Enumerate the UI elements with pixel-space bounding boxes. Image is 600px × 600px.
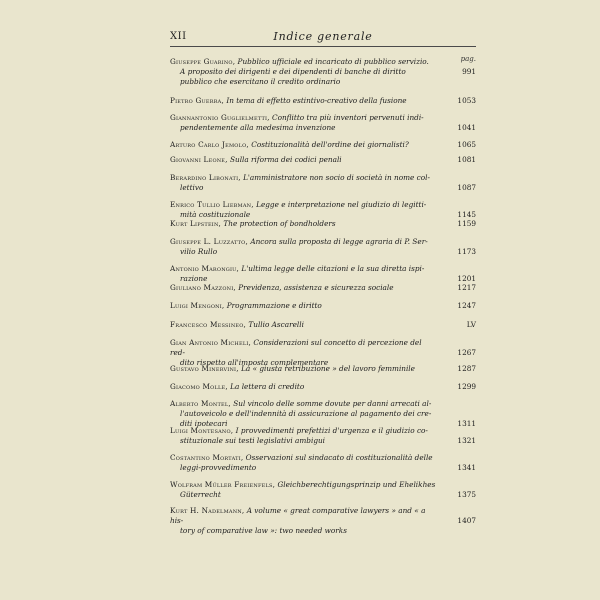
toc-title: Legge e interpretazione nel giudizio di legitti- — [253, 200, 427, 209]
toc-page-number: 1159 — [457, 219, 476, 228]
toc-entry-first-line — [170, 506, 436, 526]
toc-author: Francesco Messineo, — [170, 320, 247, 329]
toc-entry — [170, 426, 476, 446]
toc-title-continuation: Güterrecht — [180, 490, 221, 499]
toc-entry-first-line — [170, 113, 436, 123]
toc-entry-text — [170, 399, 436, 429]
toc-entry — [170, 399, 476, 429]
toc-entry-text — [170, 140, 436, 150]
toc-page-number: 1311 — [457, 419, 476, 428]
toc-page-number: 1341 — [457, 463, 476, 472]
toc-page-number: 1247 — [457, 301, 476, 310]
toc-title: Sul vincolo delle somme dovute per danni arrecati al- — [230, 399, 432, 408]
toc-entry-text — [170, 426, 436, 446]
toc-title: Osservazioni sul sindacato di costituzionalità delle — [243, 453, 433, 462]
toc-entry-first-line — [170, 426, 436, 436]
toc-title: Tullio Ascarelli — [246, 320, 304, 329]
toc-entry-text — [170, 57, 436, 87]
toc-author: Antonio Marongiu, — [170, 264, 240, 273]
toc-author: Gian Antonio Micheli, — [170, 338, 252, 347]
toc-author: Kurt Lipstein, — [170, 219, 222, 228]
toc-page-number: 991 — [462, 67, 476, 76]
toc-title-continuation: stituzionale sui testi legislativi ambigui — [180, 436, 326, 445]
toc-page-number: 1081 — [457, 155, 476, 164]
toc-entry-first-line — [170, 200, 436, 210]
toc-author: Gustavo Minervini, — [170, 364, 239, 373]
toc-title-continuation: mità costituzionale — [180, 210, 251, 219]
toc-title: La « giusta retribuzione » del lavoro femminile — [238, 364, 415, 373]
toc-author: Alberto Montel, — [170, 399, 231, 408]
toc-title-continuation: lettivo — [180, 183, 204, 192]
toc-author: Berardino Libonati, — [170, 173, 241, 182]
toc-entry — [170, 96, 476, 106]
toc-title: A volume « great comparative lawyers » and « a his- — [170, 506, 426, 525]
page-column-label: pag. — [460, 55, 476, 63]
toc-author: Giovanni Leone, — [170, 155, 228, 164]
toc-title: I provvedimenti prefettizi d'urgenza e il giudizio co- — [233, 426, 428, 435]
toc-entry — [170, 57, 476, 87]
toc-page-number: 1217 — [457, 283, 476, 292]
toc-page-number: LV — [466, 320, 476, 329]
toc-page-number: 1407 — [457, 516, 476, 525]
toc-title: Conflitto tra più inventori pervenuti indi- — [269, 113, 424, 122]
toc-entry — [170, 320, 476, 330]
toc-title: Gleichberechtigungsprinzip und Ehelikhes — [275, 480, 436, 489]
toc-entry-first-line — [170, 364, 436, 374]
running-title: Indice generale — [273, 30, 373, 43]
toc-entry — [170, 301, 476, 311]
toc-page-number: 1287 — [457, 364, 476, 373]
toc-entry-text — [170, 453, 436, 473]
toc-entry — [170, 382, 476, 392]
toc-title-continuation: A proposito dei dirigenti e dei dipendenti di banche di diritto pubblico che esercitano il credito ordinario — [180, 67, 406, 86]
toc-entry — [170, 364, 476, 374]
toc-title: Ancora sulla proposta di legge agraria di P. Ser- — [248, 237, 428, 246]
toc-page-number: 1173 — [457, 247, 476, 256]
toc-entry-text — [170, 155, 436, 165]
toc-title: Considerazioni sul concetto di percezione del red- — [170, 338, 422, 357]
toc-author: Giuliano Mazzoni, — [170, 283, 236, 292]
toc-entry — [170, 155, 476, 165]
toc-entry-text — [170, 113, 436, 133]
toc-entry — [170, 140, 476, 150]
toc-title-continuation: dito rispetto all'imposta complementare — [180, 358, 329, 367]
toc-title: L'ultima legge delle citazioni e la sua diretta ispi- — [239, 264, 425, 273]
toc-entry — [170, 506, 476, 536]
toc-author: Giuseppe L. Luzzatto, — [170, 237, 249, 246]
toc-entry-text — [170, 200, 436, 220]
toc-entry-first-line — [170, 237, 436, 247]
toc-author: Giuseppe Guarino, — [170, 57, 236, 66]
toc-entry-first-line — [170, 57, 436, 67]
toc-page-number: 1087 — [457, 183, 476, 192]
toc-title-continuation: razione — [180, 274, 208, 283]
toc-page-number: 1145 — [457, 210, 476, 219]
toc-entry-first-line — [170, 480, 436, 490]
toc-page-number: 1041 — [457, 123, 476, 132]
toc-author: Wolfram Müller Freienfels, — [170, 480, 276, 489]
toc-entry-first-line — [170, 140, 436, 150]
toc-title-continuation: leggi-provvedimento — [180, 463, 257, 472]
toc-author: Pietro Guerra, — [170, 96, 225, 105]
toc-title: La lettera di credito — [227, 382, 305, 391]
toc-title: In tema di effetto estintivo-creativo della fusione — [224, 96, 407, 105]
toc-entry-first-line — [170, 320, 436, 330]
toc-entry-first-line — [170, 283, 436, 293]
toc-title: Pubblico ufficiale ed incaricato di pubblico servizio. — [235, 57, 429, 66]
toc-entry — [170, 173, 476, 193]
toc-author: Enrico Tullio Liebman, — [170, 200, 254, 209]
toc-title: The protection of bondholders — [221, 219, 336, 228]
toc-entry-text — [170, 320, 436, 330]
toc-entry — [170, 480, 476, 500]
toc-author: Giacomo Molle, — [170, 382, 228, 391]
header-rule — [170, 46, 476, 47]
toc-page-number: 1065 — [457, 140, 476, 149]
toc-title: Programmazione e diritto — [224, 301, 322, 310]
toc-page-number: 1321 — [457, 436, 476, 445]
toc-title: Sulla riforma dei codici penali — [227, 155, 342, 164]
toc-author: Giannantonio Guglielmetti, — [170, 113, 270, 122]
toc-entry — [170, 264, 476, 284]
toc-entry-text — [170, 480, 436, 500]
toc-page-number: 1053 — [457, 96, 476, 105]
toc-entry-text — [170, 237, 436, 257]
toc-author: Arturo Carlo Jemolo, — [170, 140, 249, 149]
toc-entry — [170, 237, 476, 257]
page-number: XII — [170, 31, 187, 42]
toc-page-number: 1267 — [457, 348, 476, 357]
toc-entry-first-line — [170, 173, 436, 183]
toc-entry-first-line — [170, 155, 436, 165]
toc-entry — [170, 453, 476, 473]
toc-entry-text — [170, 96, 436, 106]
toc-entry-text — [170, 264, 436, 284]
toc-entry-first-line — [170, 96, 436, 106]
toc-entry-first-line — [170, 264, 436, 274]
toc-entry-first-line — [170, 453, 436, 463]
toc-page-number: 1201 — [457, 274, 476, 283]
toc-entry-first-line — [170, 399, 436, 409]
toc-author: Kurt H. Nadelmann, — [170, 506, 245, 515]
toc-entry-text — [170, 301, 436, 311]
toc-title-continuation: l'autoveicolo e dell'indennità di assicurazione al pagamento dei cre- — [180, 409, 432, 418]
toc-entry-text — [170, 364, 436, 374]
toc-title: Costituzionalità dell'ordine dei giornalisti? — [248, 140, 409, 149]
toc-entry-first-line — [170, 382, 436, 392]
toc-author: Luigi Mengoni, — [170, 301, 225, 310]
toc-entry-first-line — [170, 338, 436, 358]
toc-title-continuation: pendentemente alla medesima invenzione — [180, 123, 336, 132]
toc-entry-first-line — [170, 301, 436, 311]
page-header — [170, 31, 476, 45]
toc-author: Costantino Mortati, — [170, 453, 244, 462]
toc-entry — [170, 283, 476, 293]
toc-entry-text — [170, 382, 436, 392]
toc-title: L'amministratore non socio di società in nome col- — [240, 173, 430, 182]
toc-title-continuation: vilio Rullo — [180, 247, 218, 256]
toc-page-number: 1299 — [457, 382, 476, 391]
toc-entry — [170, 113, 476, 133]
toc-entry — [170, 219, 476, 229]
toc-entry-text — [170, 173, 436, 193]
toc-entry-text — [170, 283, 436, 293]
toc-title-continuation: diti ipotecari — [180, 419, 228, 428]
toc-title-continuation: tory of comparative law »: two needed works — [180, 526, 347, 535]
toc-author: Luigi Montesano, — [170, 426, 234, 435]
toc-page-number: 1375 — [457, 490, 476, 499]
toc-title: Previdenza, assistenza e sicurezza sociale — [235, 283, 394, 292]
toc-entry-text — [170, 506, 436, 536]
toc-entry — [170, 200, 476, 220]
toc-entry-first-line — [170, 219, 436, 229]
toc-entry-text — [170, 219, 436, 229]
